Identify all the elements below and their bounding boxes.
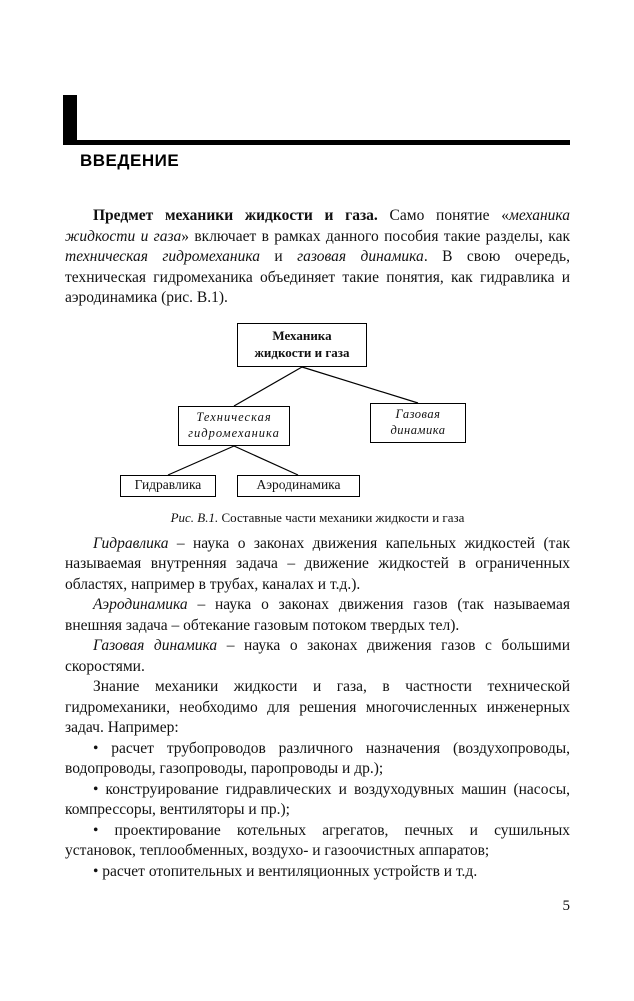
bullet-item-boilers [65,821,570,862]
concept-diagram [65,321,570,499]
page-number: 5 [562,898,570,914]
definition-hydraulics [65,534,570,596]
header-vertical-bar [63,95,77,145]
header-rule [63,140,570,145]
text-run: Предмет механики жидкости и газа. [93,207,378,224]
text-run: . В свою очередь, техническая гидромеханика объединяет такие понятия, как гидравлика и аэродинамика (рис. В.1). [65,248,570,306]
bullet-item-machines [65,780,570,821]
text-run: Само понятие « [377,207,509,224]
text-run: – наука о законах движения газов с большими скоростями. [65,637,571,675]
figure-b1 [65,321,570,526]
intro-paragraph [65,206,570,309]
text-run: техническая гидромеханика [65,248,260,265]
figure-caption [65,509,570,526]
bullet-item-pipelines [65,739,570,780]
definition-aerodynamics [65,595,570,636]
text-run: Рис. В.1. [170,509,219,525]
text-run: » включает в рамках данного пособия такие разделы, как [181,227,570,245]
text-run: газовая динамика [297,248,424,265]
diagram-node-root: Механика жидкости и газа [237,323,367,367]
diagram-node-technical-hydromechanics: Техническая гидромеханика [178,406,290,446]
text-run: • расчет трубопроводов различного назначения (воздухопроводы, водопроводы, газопроводы, паропроводы и др.); [65,739,570,777]
bullet-item-heating [65,862,570,883]
text-run: Составные части механики жидкости и газа [218,509,465,525]
diagram-node-gas-dynamics: Газовая динамика [370,403,466,443]
text-run: механика жидкости и газа [65,207,570,245]
text-run: • проектирование котельных агрегатов, печных и сушильных установок, теплообменных, воздухо- и газоочистных аппаратов; [65,821,570,859]
text-run: • расчет отопительных и вентиляционных устройств и т.д. [93,862,478,880]
page-body [65,206,570,882]
text-run: Знание механики жидкости и газа, в частности технической гидромеханики, необходимо для решения многочисленных инженерных задач. Например: [65,678,570,736]
text-run: – наука о законах движения капельных жидкостей (так называемая внутренняя задача – движение жидкостей в ограниченных областях, например в трубах, каналах и т.д.). [65,534,570,593]
text-run: Гидравлика [93,534,169,552]
text-run: – наука о законах движения газов (так называемая внешняя задача – обтекание газовым потоком твердых тел). [65,596,570,634]
diagram-node-aerodynamics: Аэродинамика [237,475,360,497]
chapter-heading: ВВЕДЕНИЕ [80,151,180,170]
text-run: и [259,248,298,265]
applications-intro-paragraph [65,677,570,739]
definition-gas-dynamics [65,636,570,677]
text-run: • конструирование гидравлических и воздуходувных машин (насосы, компрессоры, вентиляторы и пр.); [65,780,570,818]
text-run: Аэродинамика [93,596,188,613]
text-run: Газовая динамика [93,637,218,654]
diagram-node-hydraulics: Гидравлика [120,475,216,497]
